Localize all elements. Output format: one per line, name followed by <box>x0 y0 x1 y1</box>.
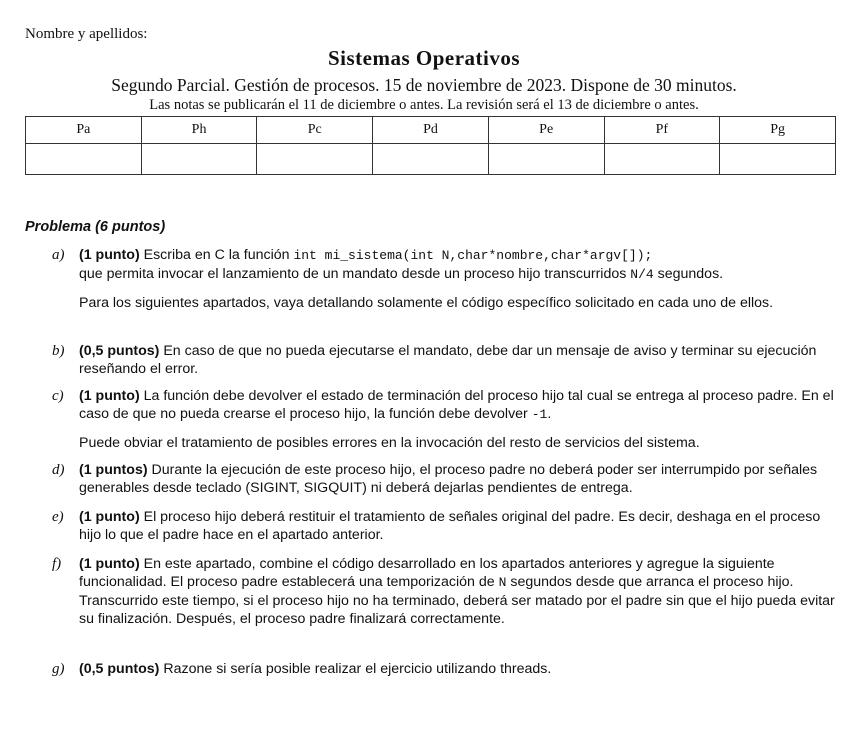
item-letter: b) <box>52 343 65 359</box>
item-points: (1 punto) <box>79 388 140 404</box>
item-b <box>52 342 839 378</box>
grade-table-header-row <box>26 117 836 144</box>
item-text: . <box>547 406 552 422</box>
item-letter: g) <box>52 661 65 677</box>
name-label: Nombre y apellidos: <box>25 26 148 42</box>
document-title: Sistemas Operativos <box>327 46 521 70</box>
grade-col-header: Pg <box>720 117 836 144</box>
instruction-note: Puede obviar el tratamiento de posibles errores en la invocación del resto de servicios del sistema. <box>79 435 700 451</box>
item-text: que permita invocar el lanzamiento de un mandato desde un proceso hijo transcurridos <box>79 266 631 282</box>
item-text: El proceso hijo deberá restituir el tratamiento de señales original del padre. Es decir, deshaga en el proceso hijo lo que el padre hace en el apartado anterior. <box>79 509 821 543</box>
instruction-note: Para los siguientes apartados, vaya detallando solamente el código específico solicitado en cada uno de ellos. <box>79 295 774 311</box>
grade-col-header: Pa <box>26 117 142 144</box>
grade-col-header: Pf <box>604 117 720 144</box>
item-letter: c) <box>52 388 64 404</box>
grade-col-header: Pe <box>488 117 604 144</box>
item-letter: a) <box>52 247 65 263</box>
grade-cell <box>141 144 257 175</box>
problem-title: Problema (6 puntos) <box>25 219 166 235</box>
item-text: En este apartado, combine el código desarrollado en los apartados anteriores y agregue la siguiente funcionalidad. El proceso padre establecerá una temporización de <box>79 556 775 590</box>
item-text: segundos desde que arranca el proceso hijo. Transcurrido este tiempo, si el proceso hijo no ha terminado, deberá ser matado por el padre sin que el hijo pueda evitar su finalización. Después, el proceso padre finalizará correctamente. <box>79 574 835 627</box>
item-text: segundos. <box>653 266 724 282</box>
item-points: (0,5 puntos) <box>79 661 160 677</box>
item-points: (1 punto) <box>79 247 140 263</box>
inline-code: -1 <box>531 407 548 422</box>
grade-col-header: Pc <box>257 117 373 144</box>
item-letter: f) <box>52 556 62 572</box>
item-points: (1 punto) <box>79 556 140 572</box>
item-c <box>52 387 839 424</box>
grade-table-score-row <box>26 144 836 175</box>
document-subtitle: Segundo Parcial. Gestión de procesos. 15 de noviembre de 2023. Dispone de 30 minutos. <box>111 75 737 95</box>
item-text: Durante la ejecución de este proceso hijo, el proceso padre no deberá poder ser interrumpido por señales generables desde teclado (SIGINT, SIGQUIT) ni deberá dejarlas pendientes de entrega. <box>79 462 818 496</box>
item-g <box>52 660 839 678</box>
item-a <box>52 246 839 284</box>
grade-cell <box>257 144 373 175</box>
grade-col-header: Pd <box>373 117 489 144</box>
item-text: La función debe devolver el estado de terminación del proceso hijo tal cual se entrega al proceso padre. En el caso de que no pueda crearse el proceso hijo, la función debe devolver <box>79 388 834 422</box>
grade-table <box>25 116 836 175</box>
grade-cell <box>26 144 142 175</box>
item-letter: d) <box>52 462 65 478</box>
item-letter: e) <box>52 509 64 525</box>
item-d <box>52 461 839 497</box>
grade-cell <box>373 144 489 175</box>
item-text: Razone si sería posible realizar el ejercicio utilizando threads. <box>159 661 552 677</box>
grade-cell <box>488 144 604 175</box>
item-e <box>52 508 839 544</box>
item-points: (1 puntos) <box>79 462 148 478</box>
function-signature: int mi_sistema(int N,char*nombre,char*argv[]); <box>293 248 653 263</box>
grade-cell <box>604 144 720 175</box>
item-points: (1 punto) <box>79 509 140 525</box>
item-text: Escriba en C la función <box>139 247 294 263</box>
item-f <box>52 555 839 628</box>
item-text: En caso de que no pueda ejecutarse el mandato, debe dar un mensaje de aviso y terminar su ejecución reseñando el error. <box>79 343 817 377</box>
grade-cell <box>720 144 836 175</box>
item-points: (0,5 puntos) <box>79 343 160 359</box>
inline-code: N <box>498 575 507 590</box>
inline-code: N/4 <box>630 267 654 282</box>
grade-col-header: Ph <box>141 117 257 144</box>
grading-notes: Las notas se publicarán el 11 de diciembre o antes. La revisión será el 13 de diciembre o antes. <box>149 97 699 113</box>
